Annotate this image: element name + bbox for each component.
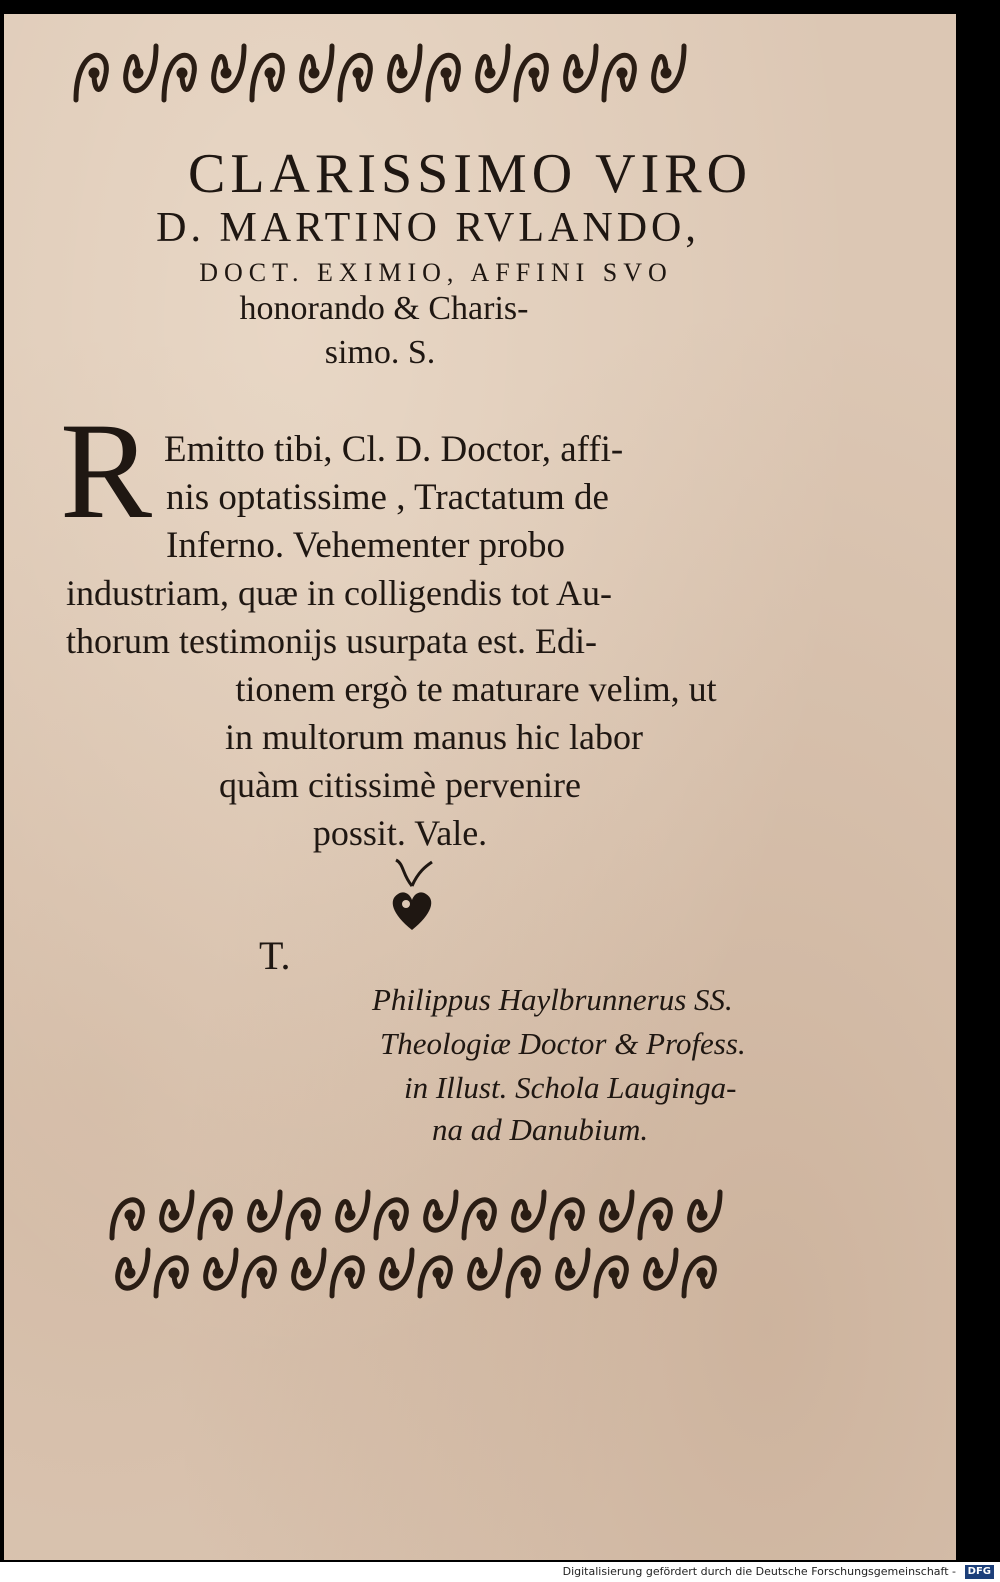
ornament-dot — [127, 1212, 133, 1218]
book-page — [4, 14, 956, 1560]
ornament-dot — [347, 1212, 353, 1218]
heart-fleuron-ornament — [382, 856, 442, 936]
ornament-dot — [303, 1212, 309, 1218]
heading-line-5: simo. S. — [324, 334, 436, 371]
ornament-dot — [215, 1270, 221, 1276]
ornament-dot — [311, 70, 317, 76]
heading-line-4: honorando & Charis- — [239, 290, 529, 327]
ornament-dot — [391, 1270, 397, 1276]
body-line-7: in multorum manus hic labor — [225, 717, 643, 757]
ornament-dot — [303, 1270, 309, 1276]
dfg-logo: DFG — [965, 1565, 994, 1579]
bottom-ornament-band — [104, 1180, 732, 1310]
ornament-dot — [523, 1270, 529, 1276]
heading-line-2: D. MARTINO RVLANDO, — [156, 205, 700, 251]
signature-line-2: Theologiæ Doctor & Profess. — [380, 1026, 746, 1061]
ornament-dot — [663, 70, 669, 76]
initial-letter: T. — [259, 933, 291, 978]
ornament-dot — [267, 70, 273, 76]
ornament-dot — [479, 1212, 485, 1218]
ornament-dot — [391, 1212, 397, 1218]
signature-line-4: na ad Danubium. — [432, 1112, 649, 1147]
ornament-dot — [223, 70, 229, 76]
signature-line-1: Philippus Haylbrunnerus SS. — [372, 982, 733, 1017]
ornament-dot — [567, 1270, 573, 1276]
ornament-dot — [567, 1212, 573, 1218]
ornament-dot — [435, 1212, 441, 1218]
ornament-dot — [399, 70, 405, 76]
signature-line-3: in Illust. Schola Lauginga- — [404, 1070, 737, 1105]
ornament-dot — [91, 70, 97, 76]
body-line-8: quàm citissimè pervenire — [219, 765, 581, 805]
ornament-dot — [611, 1270, 617, 1276]
ornament-dot — [435, 1270, 441, 1276]
ornament-dot — [127, 1270, 133, 1276]
ornament-dot — [487, 70, 493, 76]
footer-credit-text: Digitalisierung gefördert durch die Deutsche Forschungsgemeinschaft - — [562, 1565, 956, 1578]
ornament-dot — [523, 1212, 529, 1218]
ornament-dot — [655, 1270, 661, 1276]
ornament-dot — [655, 1212, 661, 1218]
ornament-dot — [215, 1212, 221, 1218]
ornament-dot — [347, 1270, 353, 1276]
drop-cap-letter: R — [60, 394, 153, 547]
ornament-dot — [531, 70, 537, 76]
ornament-dot — [611, 1212, 617, 1218]
top-ornament-band — [68, 36, 698, 112]
ornament-dot — [699, 1212, 705, 1218]
ornament-dot — [135, 70, 141, 76]
ornament-dot — [619, 70, 625, 76]
digitization-footer — [0, 1562, 1000, 1582]
heading-line-3: DOCT. EXIMIO, AFFINI SVO — [199, 258, 673, 287]
body-line-2: nis optatissime , Tractatum de — [166, 477, 609, 518]
ornament-dot — [575, 70, 581, 76]
body-line-6: tionem ergò te maturare velim, ut — [235, 669, 717, 709]
ornament-dot — [179, 70, 185, 76]
ornament-dot — [443, 70, 449, 76]
body-line-3: Inferno. Vehementer probo — [166, 525, 565, 566]
ornament-dot — [259, 1270, 265, 1276]
body-line-5: thorum testimonijs usurpata est. Edi- — [66, 621, 597, 661]
ornament-dot — [479, 1270, 485, 1276]
ornament-dot — [259, 1212, 265, 1218]
ornament-dot — [699, 1270, 705, 1276]
body-line-1: Emitto tibi, Cl. D. Doctor, affi- — [164, 429, 624, 470]
ornament-dot — [355, 70, 361, 76]
body-line-4: industriam, quæ in colligendis tot Au- — [66, 573, 612, 613]
heading-line-1: CLARISSIMO VIRO — [187, 143, 753, 205]
ornament-dot — [171, 1212, 177, 1218]
ornament-dot — [171, 1270, 177, 1276]
body-line-9: possit. Vale. — [312, 813, 488, 853]
